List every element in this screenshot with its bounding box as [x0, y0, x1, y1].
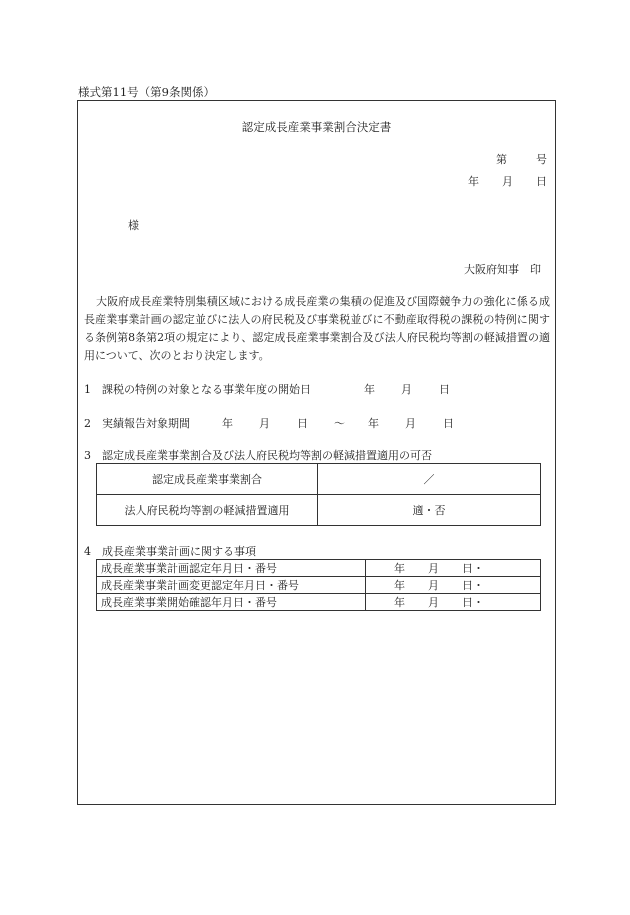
plan-matters-table — [96, 559, 541, 611]
business-start-date-cell — [366, 594, 541, 611]
row-2-year: 年 — [394, 579, 405, 592]
item-2-start-day: 日 — [297, 417, 308, 430]
business-start-label: 成長産業事業開始確認年月日・番号 — [97, 594, 366, 611]
row-1-day: 日・ — [462, 562, 484, 575]
item-4-heading — [84, 543, 256, 559]
decision-body-text: 大阪府成長産業特別集積区域における成長産業の集積の促進及び国際競争力の強化に係る成長産業事業計画の認定並びに法人の府民税及び事業税並びに不動産取得税の課税の特例に関する条例第8条第2項の規定により、認定成長産業事業割合及び法人府民税均等割の軽減措置の適用について、次のとおり決定します。 — [84, 295, 550, 362]
row-3-month: 月 — [428, 596, 439, 609]
row-1-year: 年 — [394, 562, 405, 575]
issue-dai: 第 — [496, 153, 507, 166]
plan-approval-label: 成長産業事業計画認定年月日・番号 — [97, 560, 366, 577]
item-2-end-year: 年 — [368, 417, 379, 430]
issue-day: 日 — [536, 175, 547, 188]
document-title: 認定成長産業事業割合決定書 — [241, 120, 392, 134]
document-frame — [77, 100, 556, 805]
table-row — [97, 577, 541, 594]
item-2-end-day: 日 — [443, 417, 454, 430]
plan-approval-date-cell — [366, 560, 541, 577]
issue-year: 年 — [468, 175, 479, 188]
reduction-value-cell: 適・否 — [318, 495, 541, 526]
table-row — [97, 594, 541, 611]
row-2-month: 月 — [428, 579, 439, 592]
issuer-signature: 大阪府知事 印 — [464, 263, 541, 276]
ratio-table — [96, 463, 541, 526]
item-2-tilde: ～ — [334, 417, 345, 430]
addressee: 様 — [128, 219, 139, 232]
item-1-day: 日 — [439, 383, 450, 396]
row-1-month: 月 — [428, 562, 439, 575]
ratio-value-cell: ／ — [318, 464, 541, 495]
issue-month: 月 — [502, 175, 513, 188]
reduction-label-cell: 法人府民税均等割の軽減措置適用 — [97, 495, 318, 526]
item-4-number: 4 — [84, 545, 91, 558]
plan-change-date-cell — [366, 577, 541, 594]
table-row — [97, 560, 541, 577]
item-2-label: 実績報告対象期間 — [102, 417, 190, 430]
item-2-start-month: 月 — [259, 417, 270, 430]
item-1-number: 1 — [84, 383, 91, 396]
item-1-tax-year-start — [84, 381, 450, 397]
table-row — [97, 495, 541, 526]
item-3-label: 認定成長産業事業割合及び法人府民税均等割の軽減措置適用の可否 — [102, 449, 432, 462]
item-2-number: 2 — [84, 417, 91, 430]
item-1-month: 月 — [401, 383, 412, 396]
issue-number — [496, 151, 547, 167]
item-3-heading — [84, 447, 432, 463]
plan-change-label: 成長産業事業計画変更認定年月日・番号 — [97, 577, 366, 594]
row-3-day: 日・ — [462, 596, 484, 609]
issue-go: 号 — [536, 153, 547, 166]
row-3-year: 年 — [394, 596, 405, 609]
item-4-label: 成長産業事業計画に関する事項 — [102, 545, 256, 558]
form-number-label: 様式第11号（第9条関係） — [78, 85, 215, 99]
item-2-end-month: 月 — [405, 417, 416, 430]
item-2-report-period — [84, 415, 454, 431]
table-row — [97, 464, 541, 495]
item-1-year: 年 — [364, 383, 375, 396]
ratio-label-cell: 認定成長産業事業割合 — [97, 464, 318, 495]
issue-date — [468, 173, 547, 189]
item-2-start-year: 年 — [222, 417, 233, 430]
item-3-number: 3 — [84, 449, 91, 462]
row-2-day: 日・ — [462, 579, 484, 592]
item-1-label: 課税の特例の対象となる事業年度の開始日 — [102, 383, 311, 396]
